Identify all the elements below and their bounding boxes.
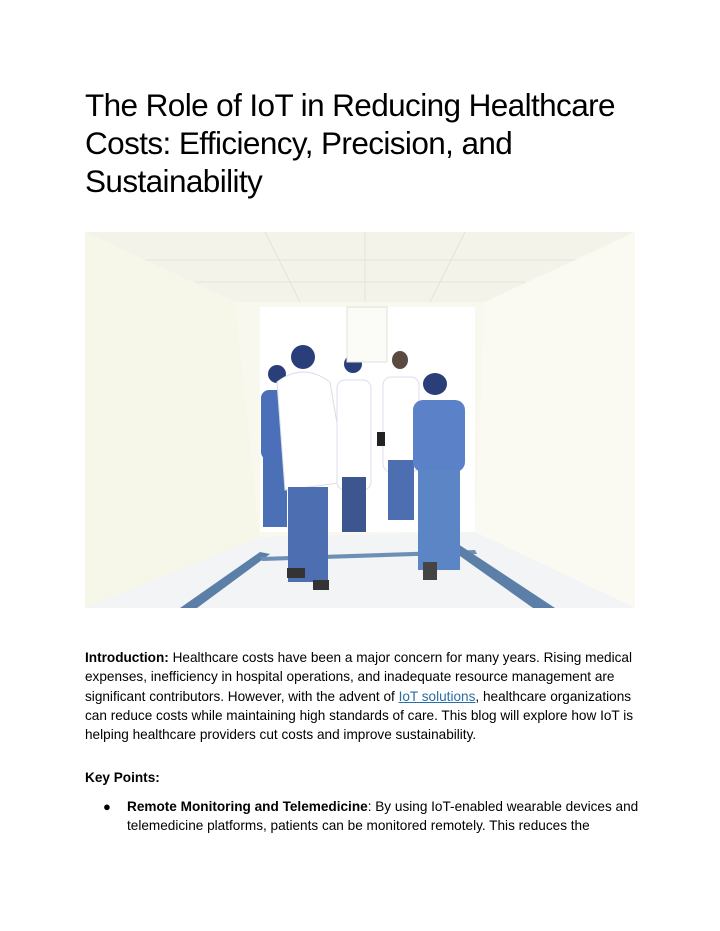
page-title: The Role of IoT in Reducing Healthcare Costs: Efficiency, Precision, and Sustainability [85, 87, 615, 199]
key-point-title: Remote Monitoring and Telemedicine [127, 799, 368, 814]
hero-image [85, 232, 635, 608]
iot-solutions-link[interactable]: IoT solutions [398, 688, 476, 704]
key-points-heading: Key Points: [85, 770, 160, 785]
intro-text-2: , healthcare organizations can reduce costs while maintaining high standards of care. This blog will explore how IoT is helping healthcare providers cut costs and improve sustainability. [85, 688, 634, 743]
bullet-icon: ● [103, 799, 111, 814]
key-point-text: : By using IoT-enabled wearable devices and telemedicine platforms, patients can be monitored remotely. This reduces the [127, 799, 639, 834]
intro-text-1: Healthcare costs have been a major concern for many years. Rising medical expenses, inefficiency in hospital operations, and inadequate resource management are significant contributors. However, with the advent of [85, 650, 632, 704]
key-points-list [85, 797, 645, 836]
intro-label: Introduction: [85, 650, 169, 665]
intro-paragraph [85, 648, 645, 744]
list-item [85, 797, 645, 836]
